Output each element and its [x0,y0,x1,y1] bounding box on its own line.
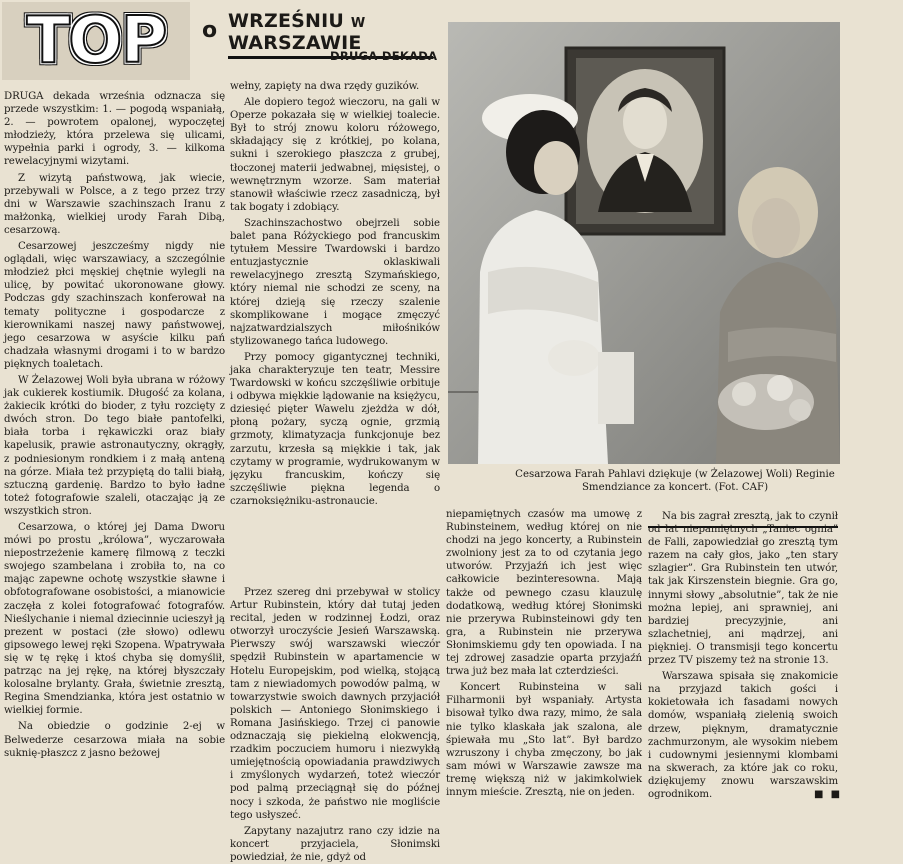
photo-illustration [448,22,840,464]
paragraph: Cesarzowej jeszcześmy nigdy nie oglądali, więc warszawiacy, a szczególnie młodzież płci męskiej chętnie wylegli na ulicę, by powitać ukoronowane głowy. Podczas gdy szachinszach konferował na tematy polityczne i gospodarcze z kierownikami naszej nawy państwowej, jego cesarzowa w asyście kilku pań chadzała własnymi drogami i to w bardzo pięknych toaletach. [4,241,225,370]
paragraph: W Żelazowej Woli była ubrana w różowy jak cukierek kostiumik. Długość za kolana, żakiecik krótki do bioder, z tyłu rozcięty z dwóch stron. Do tego białe pantofelki, biała torba i rękawiczki oraz biały kapelusik, prawie astronautyczny, okrągły, z podniesionym rondkiem i z małą anteną na górze. Miała też przypiętą do talii białą, sztuczną gardenię. Bardzo to było ładne toteż fotografowie szaleli, otaczając ją ze wszystkich stron. [4,374,225,517]
top-logo: TOP [2,2,190,80]
article-column-3 [446,508,642,798]
page-subtitle: DRUGA DEKADA [330,49,438,63]
paragraph: wełny, zapięty na dwa rzędy guzików. [230,81,420,92]
article-column-1 [4,90,225,796]
paragraph: Koncert Rubinsteina w sali Filharmonii był wspaniały. Artysta bisował tylko dwa razy, mimo, że sala nie tylko klaskała jak szalona, ale śpiewała mu „Sto lat”. Był bardzo wzruszony i chyba zmęczony, bo jak sam mówi w Warszawie zawsze ma tremę większą niż w jakimkolwiek innym mieście. Zresztą, nie on jeden. [446,682,642,798]
header-o: o [202,18,218,43]
paragraph: Cesarzowa, o której jej Dama Dworu mówi po prostu „królowa”, wyczarowała niepostrzeżenie kamerę filmową z teczki swojego szambelana i zrobiła to, na co mając zapewne ochotę wszystkie sławne i obfotografowane osobistości, a mianowicie zaczęła z kolei fotografować fotografów. Nieślychanie i niemal dziecinnie ucieszył ją prezent w postaci (złe słowo) odlewu gipsowego lewej ręki Szopena. Wpatrywała się w tę rękę i ktoś chyba się domyślił, patrząc na jej rękę, na której błyszczały kolosalne brylanty. Grała, świetnie zresztą, Regina Smendzianka, która jest ostatnio w wielkiej formie. [4,522,225,717]
paragraph: Na bis zagrał zresztą, jak to czynił od lat niepamiętnych „Taniec ognia” de Falli, zapowiedział go zresztą tym razem na cały głos, jako „ten stary szlagier”. Gra Rubinstein ten utwór, tak jak Kirszenstein biegnie. Gra go, innymi słowy „absolutnie”, tak że nie można lepiej, ani sprawniej, ani bardziej precyzyjnie, ani szlachetniej, ani mądrzej, ani piękniej. O transmisji tego koncertu przez TV piszemy też na stronie 13. [648,511,838,667]
article-column-2 [230,80,440,585]
paragraph: Zapytany nazajutrz rano czy idzie na koncert przyjaciela, Słonimski powiedział, że nie, gdyż od [230,825,440,863]
title-part-a: WRZEŚNIU [228,10,345,32]
end-mark: ■ ■ [814,789,843,800]
paragraph: Przez szereg dni przebywał w stolicy Artur Rubinstein, który dał tutaj jeden recital, jeden w rodzinnej Łodzi, oraz otworzył uroczyście Jesień Warszawską. Pierwszy swój warszawski wieczór spędził Rubinstein w apartamencie w Hotelu Europejskim, pod wielką, stojącą tam z niewiadomych powodów palmą, w towarzystwie swoich dawnych przyjaciół polskich — Antoniego Słonimskiego i Romana Jasińskiego. Trzej ci panowie odznaczają się piekielną elokwencją, rzadkim poczuciem humoru i niezwykłą umiejętnością opowiadania prawdziwych i zmyślonych wydarzeń, toteż wieczór pod palmą przeciągnął się do późnej nocy i szkoda, że państwo nie mogliście tego usłyszeć. [230,587,440,821]
paragraph: Z wizytą państwową, jak wiecie, przebywali w Polsce, a z tego przez trzy dni w Warszawie szachinszach Iranu z małżonką, wielkiej urody Farah Dibą, cesarzową. [4,172,225,236]
photo-caption: Cesarzowa Farah Pahlavi dziękuje (w Żelazowej Woli) Reginie Smendziance za koncert. (Fot. CAF) [515,469,835,493]
article-column-2b [230,586,440,863]
paragraph: Szachinszachostwo obejrzeli sobie balet pana Różyckiego pod francuskim tytułem Messire Twardowski i bardzo entuzjastycznie oklaskiwali rewelacyjnego zresztą Szymańskiego, który niemal nie schodzi ze sceny, na której dzieją się rzeczy szalenie skomplikowane i mogące zmęczyć najzatwardzialszych miłośników stylizowanego tańca ludowego. [230,217,440,347]
paragraph: niepamiętnych czasów ma umowę z Rubinsteinem, według której on nie chodzi na jego koncerty, a Rubinstein zwolniony jest za to od czytania jego utworów. Przyjaźń ich jest więc całkowicie bezinteresowna. Mają także od pewnego czasu klauzulę dodatkową, według której Słonimski nie przerywa Rubinsteinowi gdy ten gra, a Rubinstein nie przerywa Słonimskiemu gdy ten opowiada. I na tej zdrowej zasadzie oparta przyjaźń trwa już bez mała lat czterdzieści. [446,509,642,678]
title-part-w: W [350,16,366,31]
paragraph: DRUGA dekada września odznacza się przede wszystkim: 1. — pogodą wspaniałą, 2. — powrotem opalonej, wypoczętej młodzieży, która przelewa się ulicami, wypełnia parki i ogrody, 3. — kilkoma rewelacyjnymi wizytami. [4,91,225,168]
paragraph: Przy pomocy gigantycznej techniki, jaka charakteryzuje ten teatr, Messire Twardowski w końcu szczęśliwie orbituje i odbywa miękkie lądowanie na księżycu, dziesięć pięter Wawelu zjeżdża w dół, płoną pożary, syczą ognie, grzmią grzmoty, klimatyzacja funkcjonuje bez zarzutu, krzesła są miękkie i tak, jak czytamy w programie, wydrukowanym w języku francuskim, kończy się szczęśliwie piękna legenda o czarnoksiężniku-astronaucie. [230,351,440,507]
paragraph: Warszawa spisała się znakomicie na przyjazd takich gości i kokietowała ich fasadami nowych domów, wspaniałą zielenią swoich drzew, pięknym, dramatycznie zachmurzonym, ale wysokim niebem i cudownymi jesiennymi klombami na skwerach, za które jak co roku, dziękujemy znowu warszawskim ogrodnikom. [648,671,838,800]
paragraph: Na obiedzie o godzinie 2-ej w Belwederze cesarzowa miała na sobie suknię-płaszcz z jasno beżowej [4,721,225,759]
article-column-4 [648,510,838,800]
news-photo [448,22,840,464]
paragraph: Ale dopiero tegoż wieczoru, na gali w Operze pokazała się w wielkiej toalecie. Był to strój znowu koloru różowego, składający się z krótkiej, po kolana, sukni i szerokiego płaszcza z grubej, tłoczonej materii jedwabnej, mięsistej, o wewnętrznym wzorze. Sam materiał stanowił właściwie rzecz zasadniczą, był tak bogaty i zdobiący. [230,97,440,213]
title-part-b: WARSZAWIE [228,32,362,54]
